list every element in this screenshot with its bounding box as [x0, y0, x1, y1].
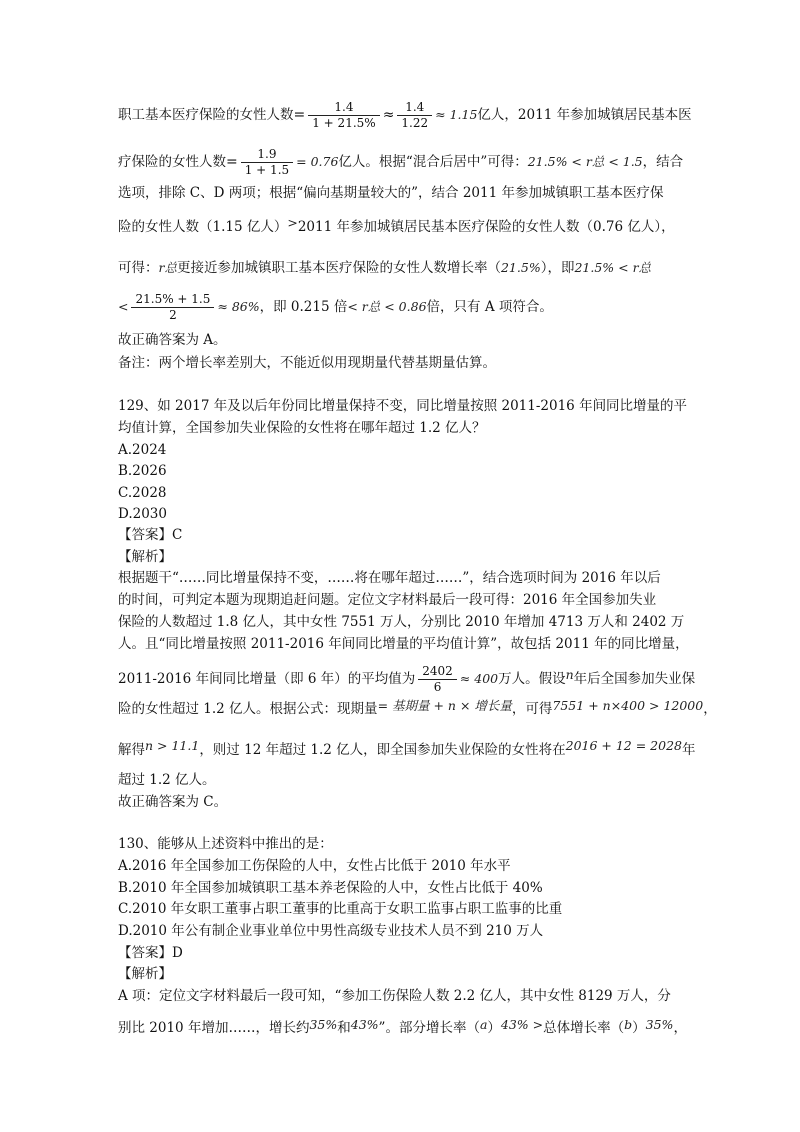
- text: ，则过 12 年超过 1.2 亿人，即全国参加失业保险的女性将在: [199, 742, 566, 758]
- math-lt: <: [118, 299, 129, 314]
- q130-option-c: C.2010 年女职工董事占职工董事的比重高于女职工监事占职工监事的比重: [118, 901, 563, 917]
- fraction: [418, 664, 457, 695]
- math-value: 35%: [309, 1017, 338, 1032]
- text: 别比 2010 年增加……，增长约: [118, 1020, 310, 1036]
- equals-sign: =: [293, 107, 306, 123]
- para1-line3: [118, 184, 663, 202]
- denominator: 1 + 21.5%: [312, 116, 376, 130]
- fraction: [308, 100, 379, 131]
- q129-stem-line1: 129、如 2017 年及以后年份同比增量保持不变，同比增量按照 2011-2016 年间同比增量的平: [118, 398, 688, 414]
- denominator: 1 + 1.5: [244, 163, 290, 177]
- approx-sign: ≈: [382, 107, 395, 123]
- math-r-total: r总: [158, 260, 177, 275]
- text: ，: [703, 701, 717, 717]
- text: 解得: [118, 742, 145, 758]
- text: ，可得: [511, 701, 553, 717]
- math-b: b: [624, 1017, 633, 1032]
- math-inequality: n > 11.1: [145, 738, 200, 753]
- equals-sign: =: [226, 154, 238, 170]
- q130-option-a: A.2016 年全国参加工伤保险的人中，女性占比低于 2010 年水平: [118, 858, 511, 874]
- math-inequality: 21.5% < r总 < 1.5: [527, 154, 643, 169]
- math-result: ≈ 86%: [217, 299, 260, 314]
- q129-option-c: C.2028: [118, 485, 167, 501]
- text: 2011-2016 年间同比增量（即 6 年）的平均值为: [118, 671, 416, 687]
- q129-analysis-line8: 超过 1.2 亿人。: [118, 772, 216, 788]
- text: 总体增长率（: [543, 1020, 625, 1036]
- q130-answer-label: 【答案】D: [118, 945, 183, 961]
- numerator: 2402: [418, 664, 457, 680]
- text: ）: [632, 1020, 646, 1036]
- q130-option-b: B.2010 年全国参加城镇职工基本养老保险的人中，女性占比低于 40%: [118, 880, 543, 896]
- denominator: 2: [169, 308, 177, 322]
- text: 亿人，2011 年参加城镇居民基本医: [477, 107, 692, 123]
- math-gt: >: [287, 215, 298, 230]
- para1-line1: [118, 100, 692, 131]
- para1-answer: 故正确答案为 A。: [118, 332, 227, 348]
- q129-stem-line2: 均值计算，全国参加失业保险的女性将在哪年超过 1.2 亿人？: [118, 420, 486, 436]
- q129-answer-label: 【答案】C: [118, 527, 183, 543]
- para1-line2: [118, 147, 683, 178]
- math-inequality: < r总 < 0.86: [347, 299, 427, 314]
- text: 年: [682, 742, 696, 758]
- text: 险的女性超过 1.2 亿人。根据公式：现期量: [118, 701, 378, 717]
- fraction: [131, 292, 214, 323]
- q129-analysis-line2: 的时间，可判定本题为现期追赶问题。定位文字材料最后一段可得：2016 年全国参加失业: [118, 592, 657, 608]
- text: 倍，只有 A 项符合。: [426, 299, 553, 315]
- denominator: 1.22: [401, 116, 429, 130]
- math-equation: 2016 + 12 = 2028: [565, 738, 682, 753]
- q130-analysis-line1: A 项：定位文字材料最后一段可知，“参加工伤保险人数 2.2 亿人，其中女性 8129 万人，分: [118, 988, 671, 1004]
- numerator: 1.4: [397, 100, 432, 116]
- q129-answer: 故正确答案为 C。: [118, 794, 228, 810]
- para1-note: 备注：两个增长率差别大，不能近似用现期量代替基期量估算。: [118, 355, 496, 371]
- text: ）: [487, 1020, 501, 1036]
- text: 疗保险的女性人数: [118, 154, 226, 170]
- q130-option-d: D.2010 年公有制企业事业单位中男性高级专业技术人员不到 210 万人: [118, 923, 544, 939]
- q129-option-b: B.2026: [118, 463, 167, 479]
- q129-analysis-line6: [118, 697, 717, 718]
- fraction: [241, 147, 293, 178]
- numerator: 21.5% + 1.5: [131, 292, 214, 308]
- math-inequality: 21.5% < r总: [574, 260, 652, 275]
- q129-analysis-line5: [118, 664, 695, 695]
- text: ”。部分增长率（: [378, 1020, 480, 1036]
- q130-analysis-line2: [118, 1016, 687, 1037]
- text: 险的女性人数（1.15 亿人）: [118, 219, 288, 235]
- fraction: [397, 100, 432, 131]
- q130-analysis-label: 【解析】: [118, 966, 172, 982]
- para1-line4: [118, 214, 675, 236]
- text: ，结合: [642, 154, 684, 170]
- denominator: 6: [433, 680, 442, 694]
- text: ），即: [540, 260, 575, 276]
- text: 年后全国参加失业保: [573, 671, 696, 687]
- math-a: a: [479, 1017, 488, 1032]
- math-result: ≈ 1.15: [435, 107, 478, 122]
- para1-line6: [118, 292, 553, 323]
- text: 职工基本医疗保险的女性人数: [118, 107, 294, 123]
- math-value: 43%: [350, 1017, 379, 1032]
- math-result: = 0.76: [296, 154, 339, 169]
- math-value: 21.5%: [500, 260, 541, 275]
- text: 万人。假设: [498, 671, 566, 687]
- math-result: ≈ 400: [459, 671, 499, 686]
- math-inequality: 43% >: [500, 1017, 544, 1032]
- math-n: n: [565, 667, 574, 682]
- q129-analysis-line7: [118, 737, 696, 759]
- q129-analysis-line1: 根据题干“……同比增量保持不变，……将在哪年超过……”，结合选项时间为 2016 年以后: [118, 570, 661, 586]
- text: ，: [673, 1020, 687, 1036]
- math-inequality: 7551 + n×400 > 12000: [552, 698, 704, 713]
- text: 可得：: [118, 260, 159, 276]
- q129-analysis-line3: 保险的人数超过 1.8 亿人，其中女性 7551 万人，分别比 2010 年增加 4713 万人和 2402 万: [118, 614, 685, 630]
- math-formula: = 基期量 + n × 增长量: [377, 698, 512, 713]
- text: 和: [337, 1020, 351, 1036]
- text: ，即 0.215 倍: [259, 299, 348, 315]
- q129-option-a: A.2024: [118, 442, 167, 458]
- numerator: 1.9: [241, 147, 293, 163]
- q129-analysis-line4: 人。且“同比增量按照 2011-2016 年间同比增量的平均值计算”，故包括 2011 年的同比增量，: [118, 636, 689, 652]
- q129-option-d: D.2030: [118, 506, 167, 522]
- text: 2011 年参加城镇居民基本医疗保险的女性人数（0.76 亿人），: [297, 219, 675, 235]
- numerator: 1.4: [308, 100, 379, 116]
- q130-stem: 130、能够从上述资料中推出的是：: [118, 836, 333, 852]
- q129-analysis-label: 【解析】: [118, 549, 172, 565]
- text: 选项，排除 C、D 两项；根据“偏向基期量较大的”，结合 2011 年参加城镇职工基本医疗保: [118, 185, 664, 201]
- para1-line5: [118, 259, 651, 277]
- text: 更接近参加城镇职工基本医疗保险的女性人数增长率（: [176, 260, 501, 276]
- text: 亿人。根据“混合后居中”可得：: [338, 154, 528, 170]
- math-value: 35%: [645, 1017, 674, 1032]
